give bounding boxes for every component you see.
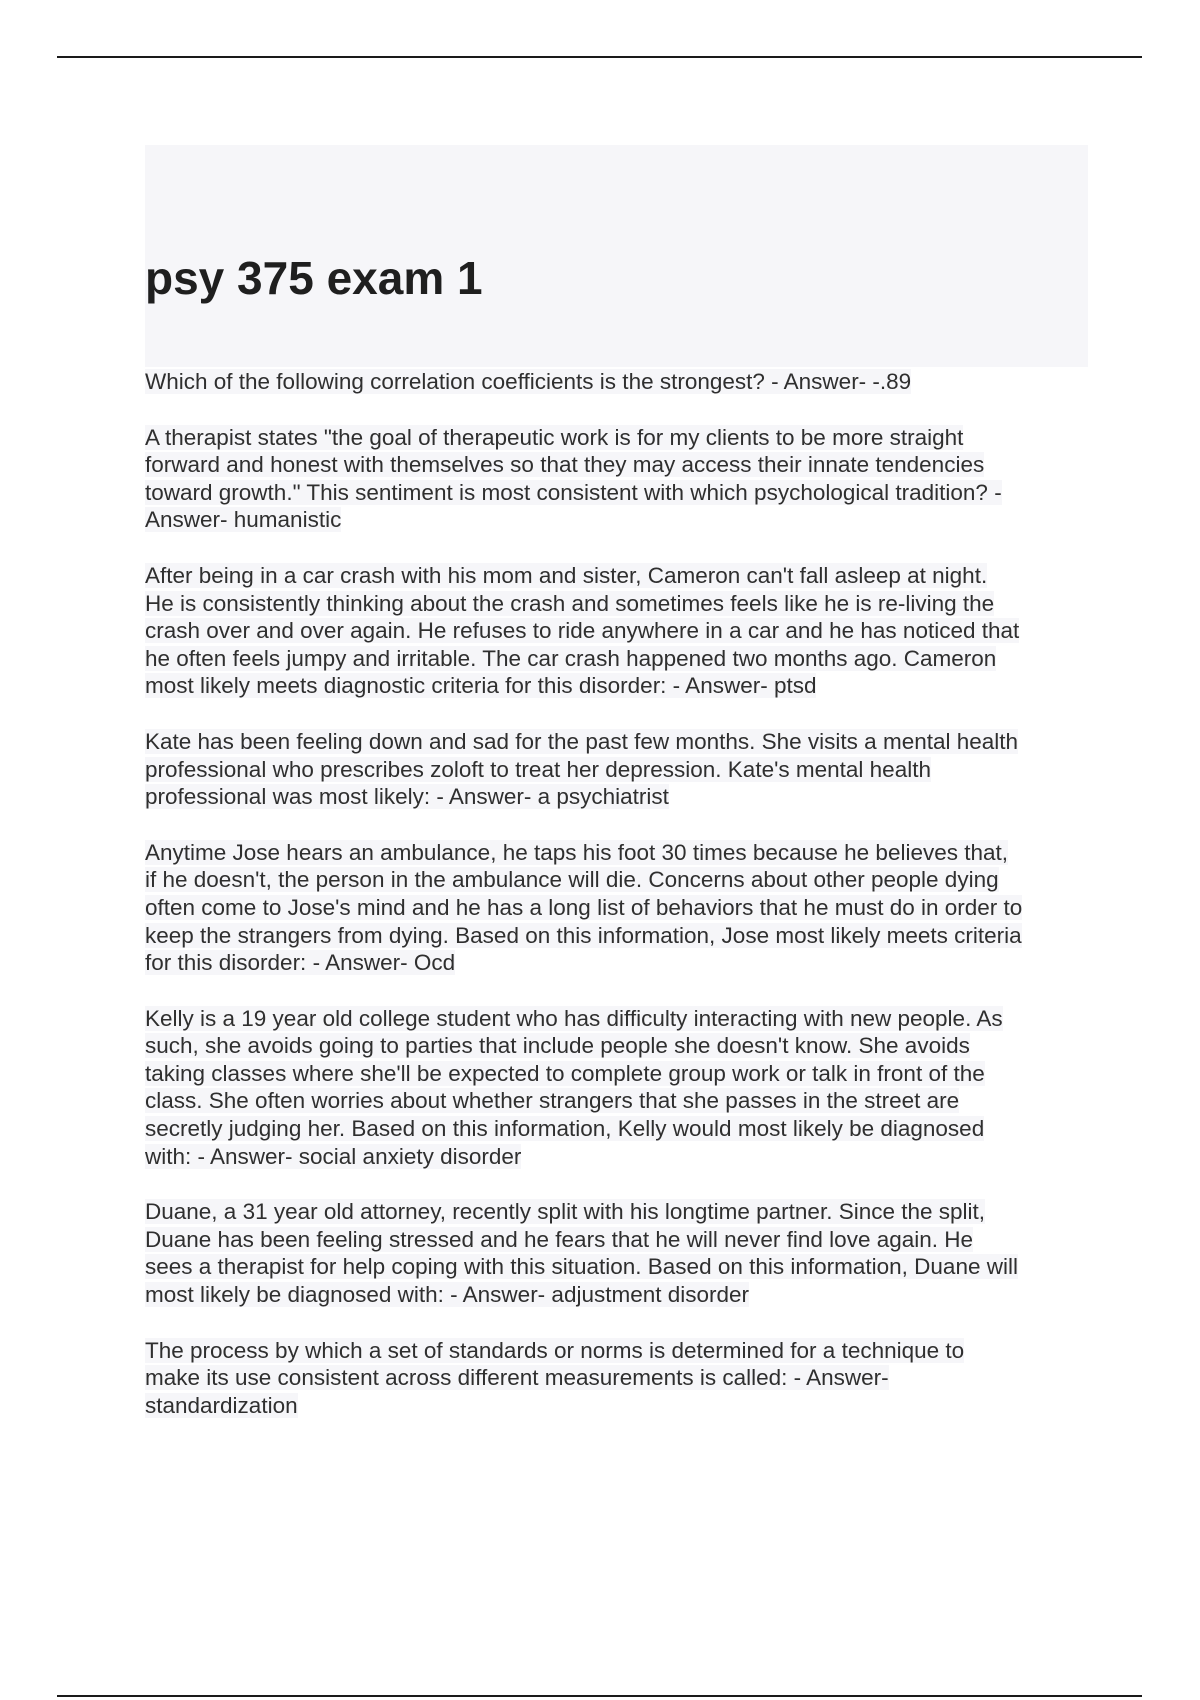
qa-item <box>145 562 1090 700</box>
qa-line <box>145 756 1090 784</box>
qa-line <box>145 1253 1090 1281</box>
qa-line <box>145 645 1090 673</box>
qa-line-text: keep the strangers from dying. Based on this information, Jose most likely meets criteria <box>145 922 1022 948</box>
qa-line <box>145 1032 1090 1060</box>
qa-line-text: Answer- humanistic <box>145 507 342 533</box>
qa-line-text: standardization <box>145 1392 298 1418</box>
qa-line <box>145 1060 1090 1088</box>
qa-line <box>145 672 1090 700</box>
qa-item <box>145 1198 1090 1308</box>
qa-line <box>145 1087 1090 1115</box>
qa-line-text: Which of the following correlation coefficients is the strongest? - Answer- -.89 <box>145 369 912 394</box>
qa-item <box>145 839 1090 977</box>
qa-line-text: sees a therapist for help coping with this situation. Based on this information, Duane will <box>145 1254 1018 1280</box>
qa-line-text: toward growth." This sentiment is most consistent with which psychological tradition? - <box>145 479 1002 505</box>
qa-line <box>145 451 1090 479</box>
qa-line-text: most likely be diagnosed with: - Answer- adjustment disorder <box>145 1282 750 1308</box>
qa-line <box>145 1392 1090 1420</box>
top-rule <box>57 56 1142 58</box>
qa-line-text: A therapist states "the goal of therapeutic work is for my clients to be more straight <box>145 424 964 450</box>
qa-item <box>145 368 1090 396</box>
qa-line <box>145 1226 1090 1254</box>
qa-line <box>145 1337 1090 1365</box>
qa-item <box>145 1005 1090 1171</box>
bottom-rule <box>57 1695 1142 1697</box>
qa-line <box>145 368 1090 396</box>
qa-line-text: taking classes where she'll be expected to complete group work or talk in front of the <box>145 1060 985 1086</box>
page-title: psy 375 exam 1 <box>145 252 483 304</box>
qa-line-text: often come to Jose's mind and he has a long list of behaviors that he must do in order to <box>145 894 1023 920</box>
qa-line-text: secretly judging her. Based on this information, Kelly would most likely be diagnosed <box>145 1116 985 1142</box>
qa-line-text: make its use consistent across different measurements is called: - Answer- <box>145 1365 889 1391</box>
qa-line-text: Kate has been feeling down and sad for the past few months. She visits a mental health <box>145 728 1019 754</box>
qa-line-text: After being in a car crash with his mom and sister, Cameron can't fall asleep at night. <box>145 562 988 588</box>
qa-line <box>145 1198 1090 1226</box>
qa-line-text: He is consistently thinking about the crash and sometimes feels like he is re-living the <box>145 590 995 616</box>
qa-line-text: for this disorder: - Answer- Ocd <box>145 950 456 976</box>
qa-line-text: Anytime Jose hears an ambulance, he taps his foot 30 times because he believes that, <box>145 839 1009 865</box>
qa-line <box>145 1143 1090 1171</box>
qa-line-text: crash over and over again. He refuses to ride anywhere in a car and he has noticed that <box>145 618 1020 644</box>
qa-line <box>145 1115 1090 1143</box>
qa-line-text: Duane, a 31 year old attorney, recently split with his longtime partner. Since the split, <box>145 1199 986 1225</box>
qa-line-text: forward and honest with themselves so that they may access their innate tendencies <box>145 452 985 478</box>
qa-item <box>145 1337 1090 1420</box>
qa-item <box>145 728 1090 811</box>
qa-line <box>145 922 1090 950</box>
qa-line-text: class. She often worries about whether strangers that she passes in the street are <box>145 1088 960 1114</box>
qa-line <box>145 479 1090 507</box>
qa-line <box>145 562 1090 590</box>
qa-line <box>145 1364 1090 1392</box>
qa-line-text: Kelly is a 19 year old college student who has difficulty interacting with new people. As <box>145 1005 1003 1031</box>
qa-line <box>145 590 1090 618</box>
qa-line <box>145 1005 1090 1033</box>
qa-line <box>145 949 1090 977</box>
qa-line-text: such, she avoids going to parties that include people she doesn't know. She avoids <box>145 1033 970 1059</box>
title-block <box>145 145 1088 367</box>
qa-line <box>145 1281 1090 1309</box>
qa-line <box>145 839 1090 867</box>
qa-line <box>145 617 1090 645</box>
qa-line <box>145 728 1090 756</box>
qa-line-text: professional was most likely: - Answer- a psychiatrist <box>145 784 669 810</box>
qa-item <box>145 424 1090 534</box>
qa-line-text: The process by which a set of standards or norms is determined for a technique to <box>145 1337 965 1363</box>
qa-line-text: he often feels jumpy and irritable. The car crash happened two months ago. Cameron <box>145 645 997 671</box>
qa-line <box>145 866 1090 894</box>
qa-line-text: if he doesn't, the person in the ambulance will die. Concerns about other people dying <box>145 867 999 893</box>
qa-line <box>145 506 1090 534</box>
qa-list <box>145 368 1090 1447</box>
qa-line <box>145 894 1090 922</box>
qa-line-text: professional who prescribes zoloft to treat her depression. Kate's mental health <box>145 756 931 782</box>
qa-line-text: Duane has been feeling stressed and he fears that he will never find love again. He <box>145 1226 974 1252</box>
qa-line-text: with: - Answer- social anxiety disorder <box>145 1143 522 1169</box>
qa-line <box>145 783 1090 811</box>
qa-line-text: most likely meets diagnostic criteria for this disorder: - Answer- ptsd <box>145 673 817 699</box>
qa-line <box>145 424 1090 452</box>
